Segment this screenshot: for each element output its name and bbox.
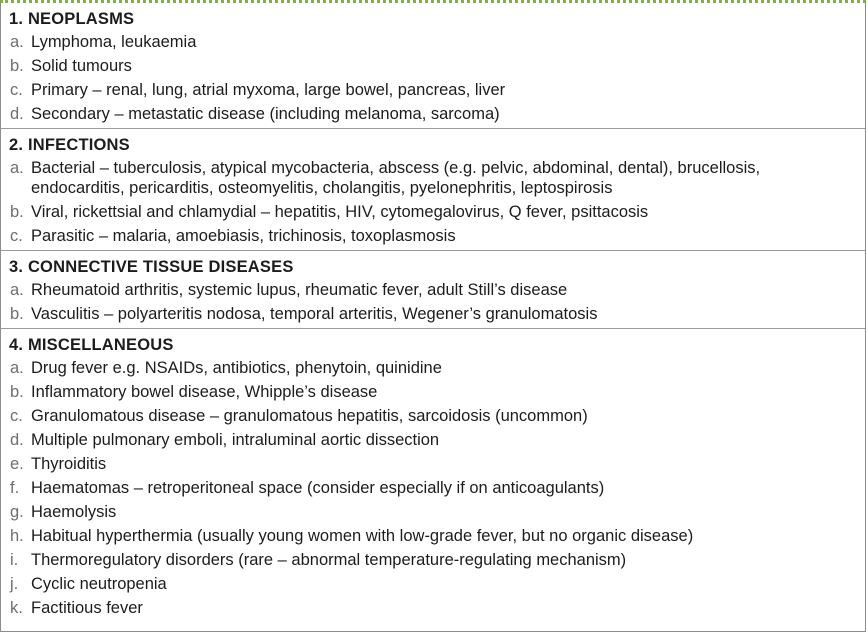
list-item: [1, 500, 865, 524]
item-letter: a.: [10, 33, 24, 51]
item-text: Factitious fever: [31, 599, 143, 617]
section-neoplasms: [1, 3, 865, 129]
item-text: Thyroiditis: [31, 455, 107, 473]
item-letter: b.: [10, 305, 24, 323]
section-infections: [1, 129, 865, 251]
list-item: [1, 102, 865, 126]
list-item: [1, 596, 865, 620]
item-letter: b.: [10, 383, 24, 401]
list-item: [1, 572, 865, 596]
item-letter: j.: [10, 575, 19, 593]
item-letter: c.: [10, 81, 23, 99]
list-item: [1, 356, 865, 380]
item-letter: i.: [10, 551, 19, 569]
item-letter: b.: [10, 57, 24, 75]
item-letter: d.: [10, 105, 24, 123]
section-title: 2. INFECTIONS: [9, 136, 130, 154]
list-item: [1, 548, 865, 572]
item-text: Thermoregulatory disorders (rare – abnormal temperature-regulating mechanism): [31, 551, 627, 569]
section-title: 3. CONNECTIVE TISSUE DISEASES: [9, 258, 294, 276]
item-letter: e.: [10, 455, 24, 473]
list-item: [1, 476, 865, 500]
section-connective-tissue: [1, 251, 865, 329]
item-text: Drug fever e.g. NSAIDs, antibiotics, phenytoin, quinidine: [31, 359, 442, 377]
item-letter: c.: [10, 227, 23, 245]
item-text: Granulomatous disease – granulomatous hepatitis, sarcoidosis (uncommon): [31, 407, 588, 425]
section-title: 4. MISCELLANEOUS: [9, 336, 174, 354]
list-item: [1, 380, 865, 404]
item-text: Secondary – metastatic disease (including melanoma, sarcoma): [31, 105, 500, 123]
item-letter: a.: [10, 281, 24, 299]
section-title: 1. NEOPLASMS: [9, 10, 135, 28]
item-letter: f.: [10, 479, 20, 497]
section-miscellaneous: [1, 329, 865, 622]
item-text: Parasitic – malaria, amoebiasis, trichinosis, toxoplasmosis: [31, 227, 456, 245]
item-text: Solid tumours: [31, 57, 132, 75]
list-item: [1, 156, 865, 200]
list-item: [1, 452, 865, 476]
list-item: [1, 54, 865, 78]
item-letter: h.: [10, 527, 24, 545]
item-letter: b.: [10, 203, 24, 221]
list-item: [1, 78, 865, 102]
list-item: [1, 224, 865, 248]
list-item: [1, 278, 865, 302]
item-text: Viral, rickettsial and chlamydial – hepatitis, HIV, cytomegalovirus, Q fever, psittacosis: [31, 203, 649, 221]
item-letter: c.: [10, 407, 23, 425]
item-text: Inflammatory bowel disease, Whipple’s disease: [31, 383, 378, 401]
item-text: Habitual hyperthermia (usually young women with low-grade fever, but no organic disease): [31, 527, 694, 545]
item-text: Multiple pulmonary emboli, intraluminal aortic dissection: [31, 431, 440, 449]
list-item: [1, 302, 865, 326]
item-text: Haemolysis: [31, 503, 117, 521]
item-text: Lymphoma, leukaemia: [31, 33, 197, 51]
item-letter: k.: [10, 599, 23, 617]
list-item: [1, 428, 865, 452]
item-text: Primary – renal, lung, atrial myxoma, large bowel, pancreas, liver: [31, 81, 506, 99]
list-item: [1, 200, 865, 224]
item-text: Vasculitis – polyarteritis nodosa, temporal arteritis, Wegener’s granulomatosis: [31, 305, 598, 323]
item-text: Bacterial – tuberculosis, atypical mycobacteria, abscess (e.g. pelvic, abdominal, dental), brucellosis, endocarditis, pericarditis, osteomyelitis, cholangitis, pyelonephritis, leptospirosis: [31, 159, 761, 197]
item-text: Rheumatoid arthritis, systemic lupus, rheumatic fever, adult Still’s disease: [31, 281, 568, 299]
list-item: [1, 30, 865, 54]
list-item: [1, 404, 865, 428]
item-letter: g.: [10, 503, 24, 521]
item-text: Haematomas – retroperitoneal space (consider especially if on anticoagulants): [31, 479, 605, 497]
list-item: [1, 524, 865, 548]
item-letter: d.: [10, 431, 24, 449]
item-letter: a.: [10, 159, 24, 177]
item-letter: a.: [10, 359, 24, 377]
item-text: Cyclic neutropenia: [31, 575, 167, 593]
